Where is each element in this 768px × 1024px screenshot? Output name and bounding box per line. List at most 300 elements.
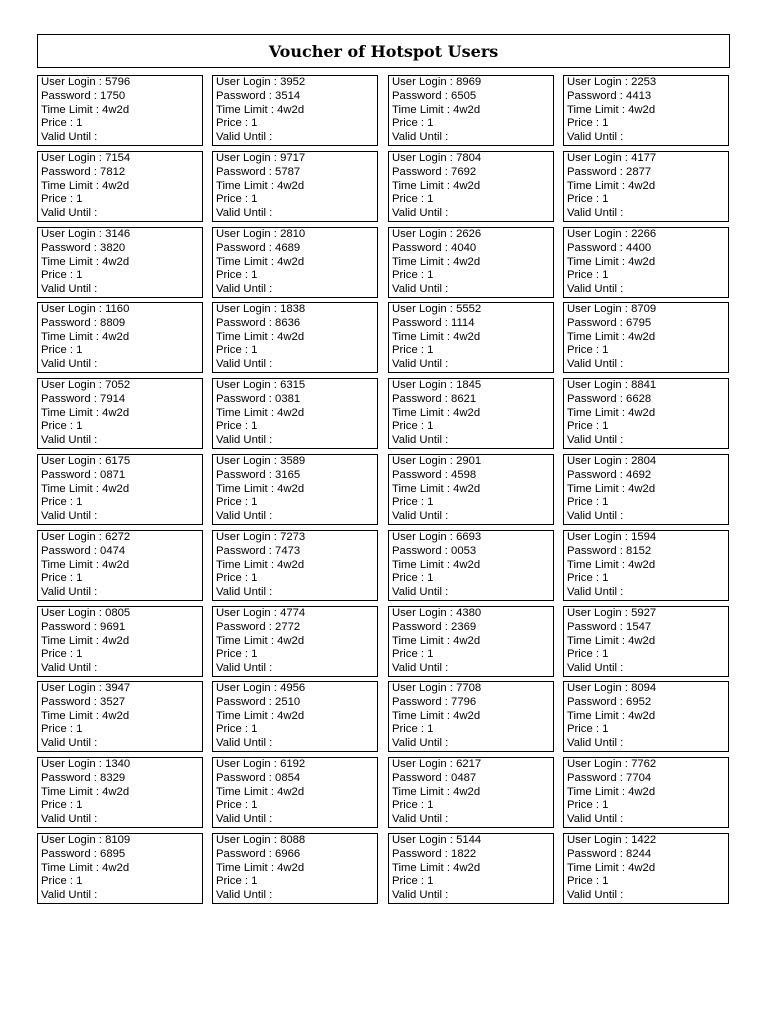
voucher-password-label: Password : (41, 241, 101, 254)
voucher-time-limit-line (216, 786, 374, 800)
voucher-price-value: 1 (602, 193, 609, 206)
voucher-password-label: Password : (41, 468, 101, 481)
voucher-valid-until-label: Valid Until : (41, 207, 98, 220)
voucher-price-value: 1 (251, 875, 258, 888)
voucher-login-value: 2901 (456, 455, 482, 467)
voucher-password-line (216, 317, 374, 331)
voucher-login-line (41, 303, 199, 317)
voucher-price-line (41, 496, 199, 510)
voucher-valid-until-label: Valid Until : (567, 662, 624, 675)
voucher-login-line (392, 607, 550, 621)
voucher-password-label: Password : (567, 241, 627, 254)
voucher-price-label: Price : (41, 875, 77, 888)
voucher-login-label: User Login : (392, 303, 457, 315)
voucher-card (37, 151, 203, 222)
voucher-password-value: 0053 (451, 544, 477, 557)
voucher-time-limit-label: Time Limit : (41, 255, 103, 268)
voucher-time-limit-line (567, 635, 725, 649)
voucher-time-limit-value: 4w2d (453, 255, 481, 268)
voucher-login-line (567, 758, 725, 772)
voucher-password-value: 4692 (626, 468, 652, 481)
voucher-card (37, 378, 203, 449)
voucher-valid-until-line (567, 510, 725, 524)
voucher-valid-until-line (392, 358, 550, 372)
voucher-valid-until-label: Valid Until : (567, 813, 624, 826)
voucher-login-label: User Login : (216, 379, 281, 391)
voucher-login-value: 8088 (280, 834, 306, 846)
voucher-valid-until-label: Valid Until : (567, 283, 624, 296)
voucher-price-label: Price : (392, 799, 428, 812)
voucher-price-line (567, 420, 725, 434)
voucher-card (563, 681, 729, 752)
voucher-password-value: 8152 (626, 544, 652, 557)
voucher-password-value: 8809 (100, 316, 126, 329)
voucher-time-limit-line (567, 331, 725, 345)
voucher-time-limit-label: Time Limit : (567, 558, 629, 571)
voucher-time-limit-line (392, 862, 550, 876)
voucher-time-limit-value: 4w2d (628, 103, 656, 116)
voucher-price-value: 1 (251, 799, 258, 812)
voucher-login-line (392, 152, 550, 166)
voucher-price-value: 1 (76, 420, 83, 433)
voucher-login-line (567, 607, 725, 621)
voucher-time-limit-label: Time Limit : (567, 179, 629, 192)
voucher-time-limit-value: 4w2d (453, 330, 481, 343)
voucher-time-limit-value: 4w2d (453, 406, 481, 419)
voucher-time-limit-value: 4w2d (277, 634, 305, 647)
voucher-time-limit-line (41, 331, 199, 345)
voucher-password-line (216, 848, 374, 862)
voucher-password-value: 6952 (626, 695, 652, 708)
voucher-time-limit-line (567, 862, 725, 876)
voucher-time-limit-value: 4w2d (102, 709, 130, 722)
voucher-price-label: Price : (216, 420, 252, 433)
voucher-time-limit-value: 4w2d (628, 482, 656, 495)
voucher-price-value: 1 (251, 723, 258, 736)
voucher-price-line (567, 269, 725, 283)
voucher-price-value: 1 (602, 648, 609, 661)
voucher-login-value: 4956 (280, 682, 306, 694)
voucher-password-label: Password : (216, 847, 276, 860)
voucher-password-line (216, 772, 374, 786)
voucher-valid-until-line (392, 813, 550, 827)
voucher-valid-until-label: Valid Until : (41, 889, 98, 902)
voucher-card (563, 833, 729, 904)
voucher-time-limit-label: Time Limit : (392, 861, 454, 874)
voucher-password-label: Password : (41, 544, 101, 557)
voucher-price-value: 1 (602, 572, 609, 585)
voucher-valid-until-label: Valid Until : (216, 283, 273, 296)
voucher-login-line (567, 228, 725, 242)
voucher-login-value: 7052 (105, 379, 131, 391)
voucher-password-value: 2510 (275, 695, 301, 708)
voucher-time-limit-value: 4w2d (102, 634, 130, 647)
voucher-price-value: 1 (251, 572, 258, 585)
voucher-password-line (216, 621, 374, 635)
voucher-login-value: 5927 (631, 607, 657, 619)
voucher-time-limit-line (392, 483, 550, 497)
voucher-valid-until-line (41, 283, 199, 297)
voucher-price-label: Price : (216, 117, 252, 130)
voucher-password-value: 6795 (626, 316, 652, 329)
voucher-time-limit-value: 4w2d (453, 482, 481, 495)
voucher-card (388, 151, 554, 222)
voucher-valid-until-label: Valid Until : (392, 813, 449, 826)
voucher-login-line (41, 152, 199, 166)
voucher-login-label: User Login : (567, 834, 632, 846)
voucher-price-value: 1 (76, 193, 83, 206)
voucher-valid-until-line (41, 207, 199, 221)
voucher-time-limit-line (41, 104, 199, 118)
voucher-price-value: 1 (76, 269, 83, 282)
voucher-password-label: Password : (392, 847, 452, 860)
voucher-valid-until-line (41, 358, 199, 372)
voucher-login-value: 6693 (456, 531, 482, 543)
voucher-valid-until-label: Valid Until : (392, 283, 449, 296)
voucher-login-value: 2626 (456, 228, 482, 240)
voucher-login-label: User Login : (41, 228, 106, 240)
voucher-time-limit-label: Time Limit : (392, 406, 454, 419)
voucher-valid-until-line (216, 283, 374, 297)
voucher-price-label: Price : (392, 193, 428, 206)
voucher-login-value: 3952 (280, 76, 306, 88)
voucher-valid-until-line (41, 586, 199, 600)
voucher-price-value: 1 (76, 572, 83, 585)
voucher-login-value: 2804 (631, 455, 657, 467)
voucher-valid-until-label: Valid Until : (41, 434, 98, 447)
voucher-time-limit-label: Time Limit : (392, 634, 454, 647)
voucher-password-line (392, 848, 550, 862)
voucher-login-line (41, 834, 199, 848)
voucher-time-limit-line (216, 710, 374, 724)
voucher-login-value: 0805 (105, 607, 131, 619)
voucher-card (388, 757, 554, 828)
voucher-price-label: Price : (392, 496, 428, 509)
voucher-price-value: 1 (602, 117, 609, 130)
voucher-price-value: 1 (76, 799, 83, 812)
voucher-card (37, 606, 203, 677)
voucher-login-line (41, 531, 199, 545)
voucher-valid-until-line (216, 662, 374, 676)
voucher-price-label: Price : (567, 269, 603, 282)
voucher-password-label: Password : (392, 544, 452, 557)
voucher-price-line (41, 723, 199, 737)
voucher-time-limit-value: 4w2d (628, 785, 656, 798)
voucher-login-label: User Login : (392, 455, 457, 467)
voucher-card (212, 378, 378, 449)
voucher-price-label: Price : (216, 875, 252, 888)
voucher-login-label: User Login : (216, 682, 281, 694)
voucher-login-line (392, 303, 550, 317)
voucher-card (563, 302, 729, 373)
voucher-time-limit-label: Time Limit : (567, 634, 629, 647)
voucher-price-value: 1 (251, 117, 258, 130)
voucher-price-line (392, 344, 550, 358)
voucher-password-label: Password : (567, 695, 627, 708)
voucher-password-label: Password : (216, 316, 276, 329)
voucher-password-value: 2369 (451, 620, 477, 633)
voucher-valid-until-line (41, 889, 199, 903)
voucher-password-value: 0487 (451, 771, 477, 784)
voucher-password-label: Password : (392, 89, 452, 102)
voucher-price-line (567, 344, 725, 358)
voucher-login-line (392, 76, 550, 90)
voucher-valid-until-line (567, 283, 725, 297)
voucher-password-value: 5787 (275, 165, 301, 178)
voucher-time-limit-value: 4w2d (277, 482, 305, 495)
voucher-price-label: Price : (567, 723, 603, 736)
voucher-password-label: Password : (41, 847, 101, 860)
voucher-time-limit-value: 4w2d (628, 709, 656, 722)
voucher-password-label: Password : (392, 316, 452, 329)
voucher-password-line (392, 242, 550, 256)
voucher-time-limit-line (216, 256, 374, 270)
voucher-valid-until-label: Valid Until : (567, 889, 624, 902)
voucher-price-value: 1 (602, 496, 609, 509)
voucher-login-value: 3947 (105, 682, 131, 694)
voucher-password-line (392, 166, 550, 180)
voucher-card (37, 454, 203, 525)
voucher-login-line (41, 455, 199, 469)
voucher-price-value: 1 (427, 648, 434, 661)
voucher-price-value: 1 (251, 420, 258, 433)
voucher-time-limit-value: 4w2d (102, 861, 130, 874)
voucher-login-value: 8709 (631, 303, 657, 315)
voucher-login-label: User Login : (567, 303, 632, 315)
voucher-valid-until-label: Valid Until : (216, 737, 273, 750)
voucher-price-line (216, 420, 374, 434)
voucher-password-value: 7692 (451, 165, 477, 178)
voucher-time-limit-value: 4w2d (453, 179, 481, 192)
voucher-login-value: 8969 (456, 76, 482, 88)
voucher-valid-until-line (567, 662, 725, 676)
voucher-valid-until-label: Valid Until : (216, 889, 273, 902)
voucher-card (212, 227, 378, 298)
voucher-valid-until-label: Valid Until : (567, 358, 624, 371)
voucher-login-value: 4774 (280, 607, 306, 619)
voucher-password-label: Password : (41, 392, 101, 405)
voucher-time-limit-label: Time Limit : (41, 103, 103, 116)
voucher-password-line (567, 696, 725, 710)
voucher-login-line (392, 455, 550, 469)
voucher-valid-until-line (567, 434, 725, 448)
voucher-price-value: 1 (76, 875, 83, 888)
voucher-valid-until-line (567, 358, 725, 372)
voucher-valid-until-label: Valid Until : (392, 662, 449, 675)
voucher-time-limit-label: Time Limit : (41, 709, 103, 722)
voucher-password-value: 1750 (100, 89, 126, 102)
voucher-password-label: Password : (567, 620, 627, 633)
voucher-time-limit-line (41, 559, 199, 573)
voucher-login-label: User Login : (216, 76, 281, 88)
voucher-password-label: Password : (41, 316, 101, 329)
voucher-valid-until-line (392, 662, 550, 676)
voucher-login-label: User Login : (567, 455, 632, 467)
voucher-password-line (216, 469, 374, 483)
voucher-price-label: Price : (392, 269, 428, 282)
voucher-price-label: Price : (41, 193, 77, 206)
voucher-login-label: User Login : (41, 834, 106, 846)
voucher-valid-until-line (41, 131, 199, 145)
voucher-login-label: User Login : (216, 834, 281, 846)
voucher-card (37, 681, 203, 752)
voucher-price-line (567, 648, 725, 662)
voucher-price-label: Price : (567, 875, 603, 888)
voucher-login-line (41, 758, 199, 772)
voucher-login-line (216, 682, 374, 696)
voucher-password-value: 0474 (100, 544, 126, 557)
voucher-price-line (41, 648, 199, 662)
voucher-time-limit-label: Time Limit : (392, 255, 454, 268)
voucher-price-line (392, 572, 550, 586)
voucher-valid-until-line (567, 737, 725, 751)
voucher-price-label: Price : (216, 496, 252, 509)
voucher-price-line (216, 723, 374, 737)
voucher-price-line (392, 875, 550, 889)
voucher-price-label: Price : (567, 420, 603, 433)
voucher-time-limit-label: Time Limit : (41, 406, 103, 419)
voucher-login-label: User Login : (41, 152, 106, 164)
voucher-time-limit-value: 4w2d (628, 406, 656, 419)
voucher-valid-until-line (216, 434, 374, 448)
voucher-valid-until-label: Valid Until : (216, 131, 273, 144)
voucher-valid-until-label: Valid Until : (392, 586, 449, 599)
voucher-card (388, 75, 554, 146)
voucher-price-value: 1 (602, 344, 609, 357)
voucher-valid-until-label: Valid Until : (567, 510, 624, 523)
voucher-price-value: 1 (76, 496, 83, 509)
voucher-password-line (567, 393, 725, 407)
voucher-price-line (41, 572, 199, 586)
voucher-time-limit-label: Time Limit : (567, 103, 629, 116)
voucher-price-value: 1 (602, 269, 609, 282)
voucher-login-line (567, 531, 725, 545)
voucher-price-label: Price : (41, 648, 77, 661)
voucher-login-label: User Login : (392, 531, 457, 543)
voucher-login-value: 3589 (280, 455, 306, 467)
voucher-price-value: 1 (427, 420, 434, 433)
voucher-password-value: 2772 (275, 620, 301, 633)
voucher-valid-until-line (392, 131, 550, 145)
voucher-login-line (216, 607, 374, 621)
voucher-price-value: 1 (427, 723, 434, 736)
voucher-price-label: Price : (392, 572, 428, 585)
voucher-time-limit-line (392, 559, 550, 573)
voucher-time-limit-value: 4w2d (277, 255, 305, 268)
voucher-time-limit-line (392, 710, 550, 724)
voucher-time-limit-line (216, 483, 374, 497)
voucher-time-limit-label: Time Limit : (392, 103, 454, 116)
voucher-price-line (216, 344, 374, 358)
voucher-valid-until-line (41, 813, 199, 827)
voucher-password-label: Password : (41, 771, 101, 784)
voucher-card (563, 757, 729, 828)
voucher-valid-until-label: Valid Until : (567, 737, 624, 750)
voucher-card (212, 833, 378, 904)
voucher-password-label: Password : (567, 165, 627, 178)
voucher-login-value: 6272 (105, 531, 131, 543)
voucher-price-value: 1 (427, 496, 434, 509)
voucher-login-label: User Login : (41, 607, 106, 619)
voucher-login-value: 3146 (105, 228, 131, 240)
voucher-price-line (392, 723, 550, 737)
voucher-price-label: Price : (216, 193, 252, 206)
voucher-valid-until-line (392, 737, 550, 751)
voucher-login-line (567, 379, 725, 393)
voucher-time-limit-line (216, 180, 374, 194)
voucher-price-value: 1 (602, 420, 609, 433)
voucher-login-value: 5552 (456, 303, 482, 315)
voucher-time-limit-label: Time Limit : (41, 179, 103, 192)
voucher-valid-until-label: Valid Until : (216, 813, 273, 826)
voucher-password-label: Password : (392, 771, 452, 784)
voucher-valid-until-line (216, 813, 374, 827)
voucher-login-label: User Login : (567, 228, 632, 240)
voucher-password-label: Password : (567, 392, 627, 405)
voucher-login-value: 6175 (105, 455, 131, 467)
voucher-price-label: Price : (392, 344, 428, 357)
voucher-login-value: 6192 (280, 758, 306, 770)
voucher-login-value: 2266 (631, 228, 657, 240)
voucher-login-line (41, 76, 199, 90)
voucher-time-limit-line (41, 407, 199, 421)
voucher-password-value: 0854 (275, 771, 301, 784)
voucher-login-label: User Login : (216, 758, 281, 770)
voucher-login-value: 4177 (631, 152, 657, 164)
voucher-login-value: 1838 (280, 303, 306, 315)
voucher-login-label: User Login : (392, 758, 457, 770)
voucher-login-line (216, 379, 374, 393)
voucher-login-line (216, 303, 374, 317)
voucher-password-value: 8329 (100, 771, 126, 784)
voucher-login-label: User Login : (216, 228, 281, 240)
voucher-login-value: 7154 (105, 152, 131, 164)
voucher-password-line (392, 317, 550, 331)
voucher-login-label: User Login : (567, 758, 632, 770)
voucher-valid-until-line (567, 131, 725, 145)
voucher-card (563, 454, 729, 525)
voucher-price-line (216, 193, 374, 207)
voucher-time-limit-line (392, 256, 550, 270)
voucher-time-limit-label: Time Limit : (567, 861, 629, 874)
voucher-password-value: 3527 (100, 695, 126, 708)
voucher-valid-until-label: Valid Until : (392, 737, 449, 750)
voucher-password-line (216, 393, 374, 407)
voucher-valid-until-label: Valid Until : (41, 813, 98, 826)
voucher-price-line (41, 344, 199, 358)
voucher-login-label: User Login : (216, 152, 281, 164)
voucher-time-limit-label: Time Limit : (392, 330, 454, 343)
voucher-price-line (392, 269, 550, 283)
voucher-price-line (41, 420, 199, 434)
voucher-password-value: 8244 (626, 847, 652, 860)
voucher-time-limit-value: 4w2d (453, 558, 481, 571)
voucher-valid-until-label: Valid Until : (216, 510, 273, 523)
voucher-time-limit-label: Time Limit : (392, 709, 454, 722)
voucher-password-line (41, 772, 199, 786)
voucher-login-label: User Login : (41, 455, 106, 467)
voucher-time-limit-label: Time Limit : (216, 179, 278, 192)
voucher-time-limit-value: 4w2d (628, 634, 656, 647)
voucher-valid-until-line (567, 889, 725, 903)
voucher-time-limit-label: Time Limit : (41, 330, 103, 343)
voucher-password-line (41, 621, 199, 635)
voucher-password-line (41, 469, 199, 483)
voucher-login-label: User Login : (567, 607, 632, 619)
voucher-login-line (216, 76, 374, 90)
voucher-time-limit-label: Time Limit : (41, 785, 103, 798)
voucher-login-line (567, 76, 725, 90)
